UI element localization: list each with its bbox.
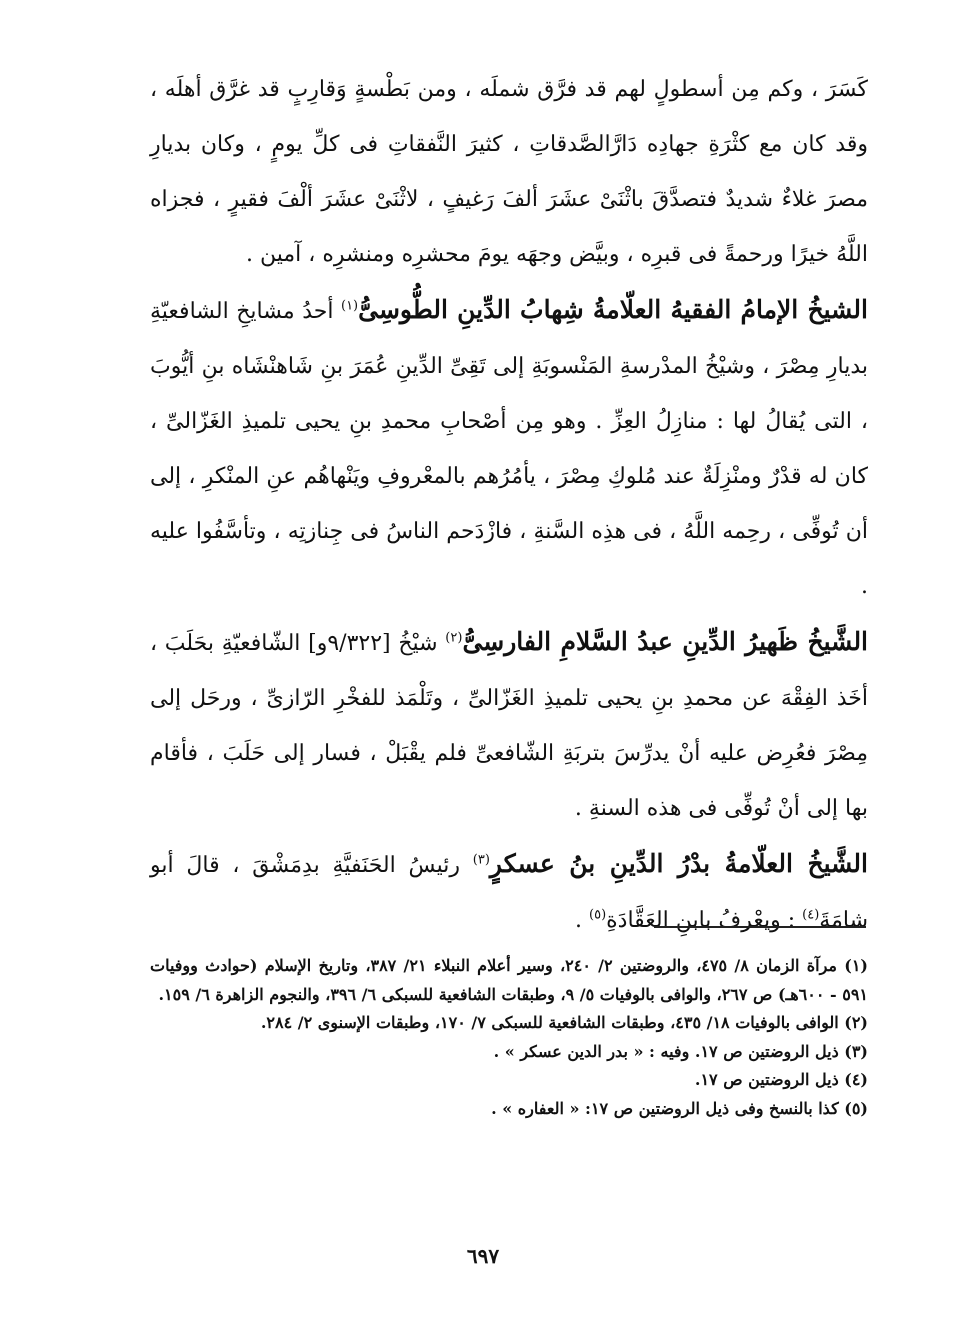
- page-number: ٦٩٧: [466, 1244, 500, 1268]
- footnote-ref: (٣): [472, 852, 490, 868]
- footnote-item: (١) مرآة الزمان ٨/ ٤٧٥، والروضتين ٢/ ٢٤٠، وسير أعلام النبلاء ٢١/ ٣٨٧، وتاريخ الإسلام (حوادث ووفيات ٥٩١ - ٦٠٠هـ) ص ٢٦٧، والوافى بالوفيات ٥/ ٩، وطبقات الشافعية للسبكى ٦/ ٣٩٦، والنجوم الزاهرة ٦/ ١٥٩.: [150, 956, 868, 1004]
- footnote-item: (٤) ذيل الروضتين ص ١٧.: [694, 1070, 868, 1089]
- paragraph-text: : ويعْرفُ بابنِ العَقَّادَةِ: [606, 908, 803, 933]
- entry-heading: الشيخُ الإمامُ الفقيهُ العلّامةُ شِهابُ الدِّينِ الطُّوسِىُّ: [358, 295, 868, 324]
- paragraph-text: .: [575, 908, 590, 933]
- footnote-ref: (٢): [445, 630, 463, 646]
- footnote-divider: [654, 926, 866, 928]
- paragraph-shihab-tusi: [150, 282, 868, 614]
- footnote-ref: (٥): [589, 907, 607, 923]
- entry-heading: الشَّيخُ ظَهيرُ الدِّينِ عبدُ السَّلامِ الفارسِىُّ: [462, 627, 869, 656]
- footnote-item: (٣) ذيل الروضتين ص ١٧. وفيه : « بدر الدين عسكر » .: [493, 1041, 868, 1061]
- paragraph-badr-askar: [150, 836, 868, 948]
- paragraph-intro: [150, 62, 868, 282]
- footnotes: [150, 952, 868, 1123]
- entry-heading: الشَّيخُ العلّامةُ بدْرُ الدِّينِ بنُ عسكرٍ: [489, 849, 868, 878]
- footnote-ref: (١): [340, 298, 359, 314]
- paragraph-text: شيْخُ [٩/٣٢٢و] الشّافعيّةِ بحَلَبَ ، أخَذ الفِقْهَ عن محمدِ بنِ يحيى تلميذِ الغَزّالىِّ ، وتَلْمَذ للفخْرِ الرّازىِّ ، ورحَل إلى مِصْرَ فعُرِض عليه أنْ يدرِّسَ بتربَةِ الشّافعىِّ فلم يقْبَلْ ، فسار إلى حَلَبَ ، فأقام بها إلى أنْ تُوفِّى فى هذه السنةِ .: [150, 631, 868, 821]
- paragraph-zahir-farisi: [150, 614, 868, 836]
- footnote-item: (٢) الوافى بالوفيات ١٨/ ٤٣٥، وطبقات الشافعية للسبكى ٧/ ١٧٠، وطبقات الإسنوى ٢/ ٢٨٤.: [260, 1013, 868, 1032]
- paragraph-text: أحدُ مشايخِ الشافعيّةِ بديارِ مِصْرَ ، وشيْخُ المدْرسةِ المَنْسوبَةِ إلى تَقِىِّ الدِّينِ عُمَرَ بنِ شَاهنْشَاه بنِ أيُّوبَ ، التى يُقالُ لها : منازِلُ العِزِّ . وهو مِن أصْحابِ محمدِ بنِ يحيى تلميذِ الغَزّالىِّ ، كان له قدْرٌ ومنْزِلَةٌ عند مُلوكِ مِصْرَ ، يأمُرُهم بالمعْروفِ ويَنْهاهُم عنِ المنْكرِ ، إلى أن تُوفِّى ، رحِمه اللَّهُ ، فى هذِه السَّنةِ ، فازْدَحم الناسُ فى جِنازتِه ، وتأسَّفُوا عليه .: [150, 299, 868, 599]
- footnote-ref: (٤): [802, 907, 820, 923]
- paragraph-text: رئيسُ الحَنَفيَّةِ بدِمَشْقَ ، قالَ أبو شامَةَ: [150, 853, 868, 933]
- paragraph-text: كَسَرَ ، وكم مِن أسطولٍ لهم قد فرَّق شملَه ، ومن بَطْسةٍ وَقارِبٍ قد غرَّق أهلَه ، وقد كان مع كثْرَةِ جهادِه دَارَّالصَّدقاتِ ، كثيرَ النَّفقاتِ فى كلِّ يومٍ ، وكان بديارِ مصرَ غلاءٌ شديدٌ فتصدَّقَ باثْنَىْ عشَرَ ألفَ رَغيفٍ ، لاثْنَىْ عشَرَ ألْفَ فقيرٍ ، فجزاه اللَّهُ خيرًا ورحمةً فى قبرِه ، وبيَّض وجهَه يومَ محشرِه ومنشرِه ، آمين .: [150, 77, 868, 267]
- footnote-item: (٥) كذا بالنسخ وفى ذيل الروضتين ص ١٧: « العفاره » .: [491, 1098, 868, 1118]
- main-text: [150, 62, 868, 948]
